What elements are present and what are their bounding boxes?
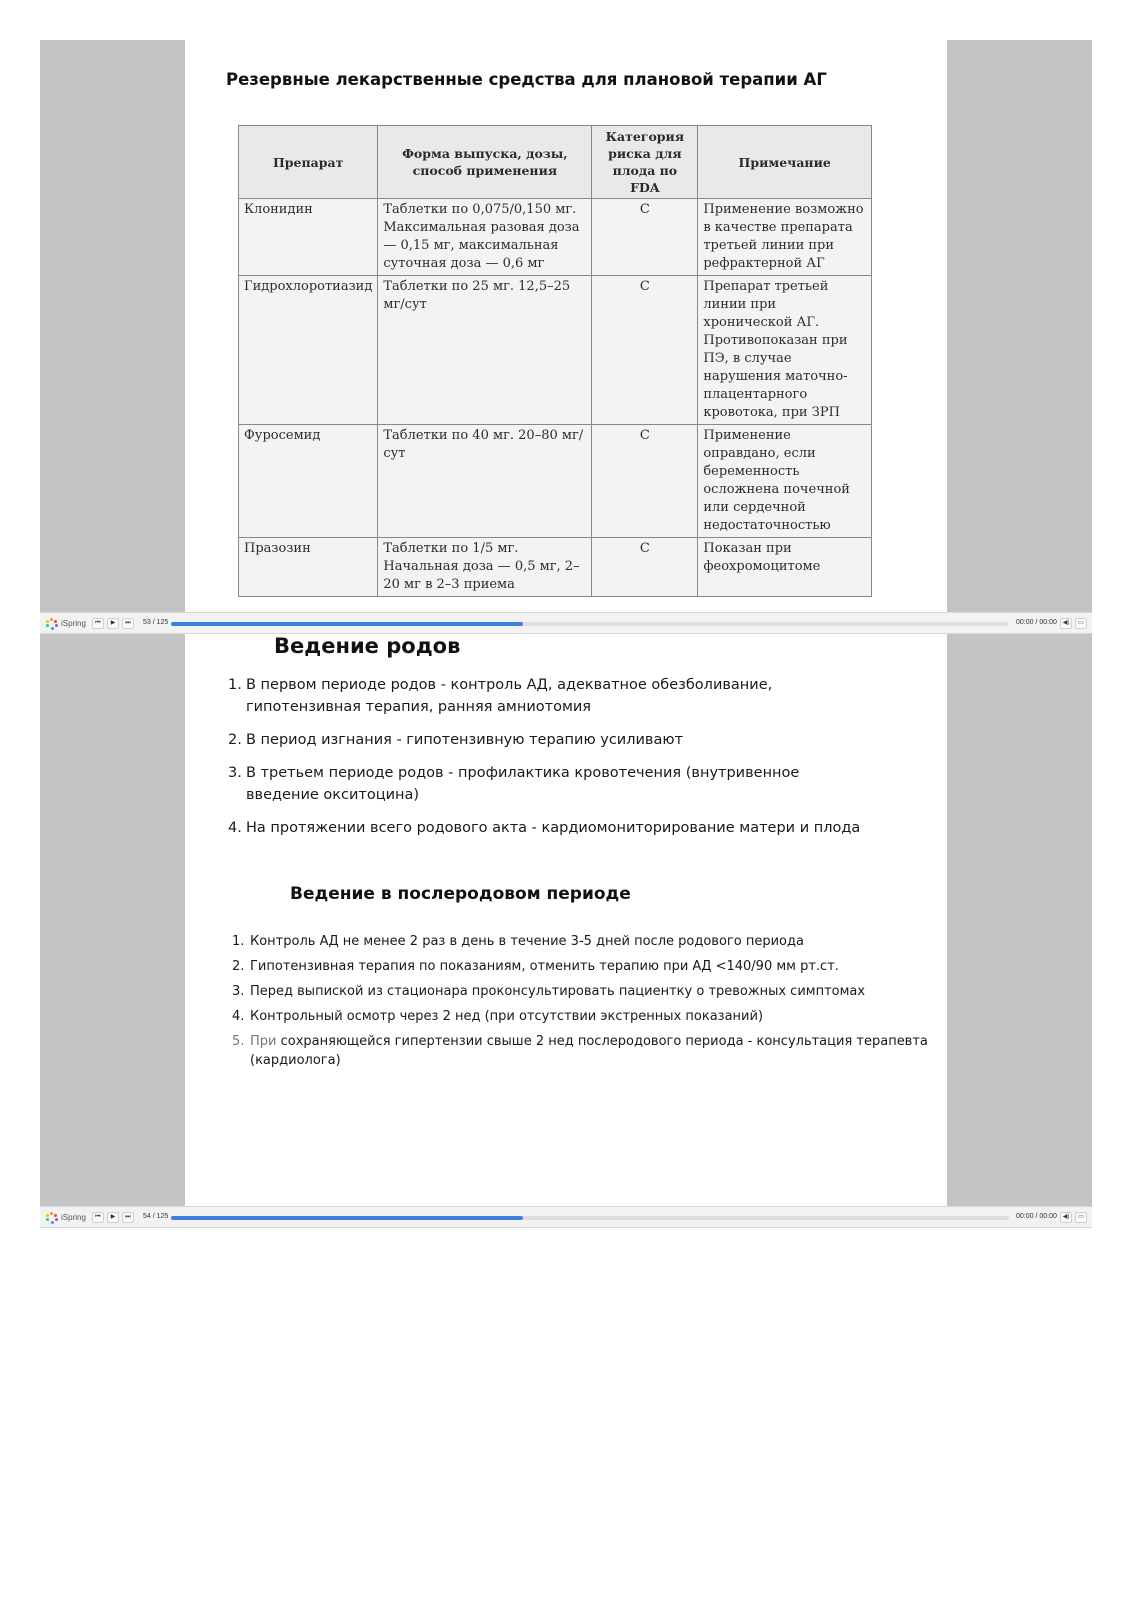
volume-button[interactable]: ◀) — [1060, 1212, 1072, 1223]
list-item: 2. Гипотензивная терапия по показаниям, отменить терапию при АД <140/90 мм рт.ст. — [232, 959, 839, 974]
time-readout: 00:00 / 00:00 — [1016, 619, 1057, 626]
player-bar — [40, 1206, 1092, 1228]
table-row — [239, 199, 872, 276]
slide-counter: 54 / 125 — [143, 1213, 169, 1220]
fullscreen-button[interactable]: ▭ — [1075, 1212, 1087, 1223]
fullscreen-button[interactable]: ▭ — [1075, 618, 1087, 629]
volume-button[interactable]: ◀) — [1060, 618, 1072, 629]
play-button[interactable]: ▶ — [107, 1212, 119, 1223]
next-slide-button[interactable]: ⏭ — [122, 618, 134, 629]
list-item: 4. На протяжении всего родового акта - кардиомониторирование матери и плода — [228, 820, 861, 836]
table-row — [239, 425, 872, 538]
time-readout: 00:00 / 00:00 — [1016, 1213, 1057, 1220]
next-slide-button[interactable]: ⏭ — [122, 1212, 134, 1223]
table-row — [239, 538, 872, 597]
table-cell: C — [592, 425, 698, 538]
slide-counter: 53 / 125 — [143, 619, 169, 626]
section-subtitle: Ведение в послеродовом периоде — [290, 884, 631, 904]
slide-53 — [40, 40, 1092, 634]
table-cell: Применение возможно в качестве препарата третьей линии при рефрактерной АГ — [698, 199, 872, 276]
ispring-logo — [46, 1211, 86, 1224]
table-cell: C — [592, 199, 698, 276]
list-item: 1. В первом периоде родов - контроль АД, адекватное обезболивание, гипотензивная терапия, ранняя амниотомия — [228, 677, 773, 715]
drug-table — [238, 125, 872, 597]
previous-slide-button[interactable]: ⏮ — [92, 618, 104, 629]
table-cell: C — [592, 276, 698, 425]
ispring-logo-icon — [46, 618, 58, 630]
table-cell: Таблетки по 40 мг. 20–80 мг/сут — [378, 425, 592, 538]
slide-54 — [40, 634, 1092, 1228]
table-cell: Празозин — [239, 538, 378, 597]
previous-slide-button[interactable]: ⏮ — [92, 1212, 104, 1223]
list-item: 2. В период изгнания - гипотензивную терапию усиливают — [228, 732, 684, 748]
ispring-logo-text: iSpring — [61, 619, 86, 628]
table-cell: Препарат третьей линии при хронической АГ. Противопоказан при ПЭ, в случае нарушения маточно-плацентарного кровотока, при ЗРП — [698, 276, 872, 425]
table-cell: Применение оправдано, если беременность осложнена почечной или сердечной недостаточностью — [698, 425, 872, 538]
list-item: 5. При сохраняющейся гипертензии свыше 2 нед послеродового периода - консультация терапевта (кардиолога) — [232, 1034, 928, 1068]
list-item: 3. В третьем периоде родов - профилактика кровотечения (внутривенное введение окситоцина) — [228, 765, 800, 803]
table-cell: Таблетки по 1/5 мг. Начальная доза — 0,5 мг, 2–20 мг в 2–3 приема — [378, 538, 592, 597]
table-cell: Фуросемид — [239, 425, 378, 538]
progress-track[interactable] — [171, 1216, 1009, 1220]
table-cell: Таблетки по 0,075/0,150 мг. Максимальная разовая доза — 0,15 мг, максимальная суточная доза — 0,6 мг — [378, 199, 592, 276]
slide-title: Резервные лекарственные средства для плановой терапии АГ — [226, 70, 827, 89]
labor-management-list — [228, 674, 868, 850]
table-row — [239, 276, 872, 425]
table-cell: Показан при феохромоцитоме — [698, 538, 872, 597]
column-header: Препарат — [239, 126, 378, 199]
table-cell: C — [592, 538, 698, 597]
ispring-logo-text: iSpring — [61, 1213, 86, 1222]
list-item: 4. Контрольный осмотр через 2 нед (при отсутствии экстренных показаний) — [232, 1009, 764, 1024]
ispring-logo-icon — [46, 1212, 58, 1224]
column-header: Категория риска для плода по FDA — [592, 126, 698, 199]
ispring-logo — [46, 617, 86, 630]
player-bar — [40, 612, 1092, 634]
slide-title: Ведение родов — [274, 634, 461, 658]
progress-fill — [171, 1216, 523, 1220]
table-cell: Таблетки по 25 мг. 12,5–25 мг/сут — [378, 276, 592, 425]
column-header: Примечание — [698, 126, 872, 199]
column-header: Форма выпуска, дозы, способ применения — [378, 126, 592, 199]
table-header-row — [239, 126, 872, 199]
play-button[interactable]: ▶ — [107, 618, 119, 629]
list-item: 1. Контроль АД не менее 2 раз в день в течение 3-5 дней после родового периода — [232, 934, 804, 949]
progress-track[interactable] — [171, 622, 1009, 626]
progress-fill — [171, 622, 523, 626]
list-item: 3. Перед выпиской из стационара проконсультировать пациентку о тревожных симптомах — [232, 984, 866, 999]
table-cell: Клонидин — [239, 199, 378, 276]
table-cell: Гидрохлоротиазид — [239, 276, 378, 425]
postpartum-list — [232, 932, 932, 1076]
